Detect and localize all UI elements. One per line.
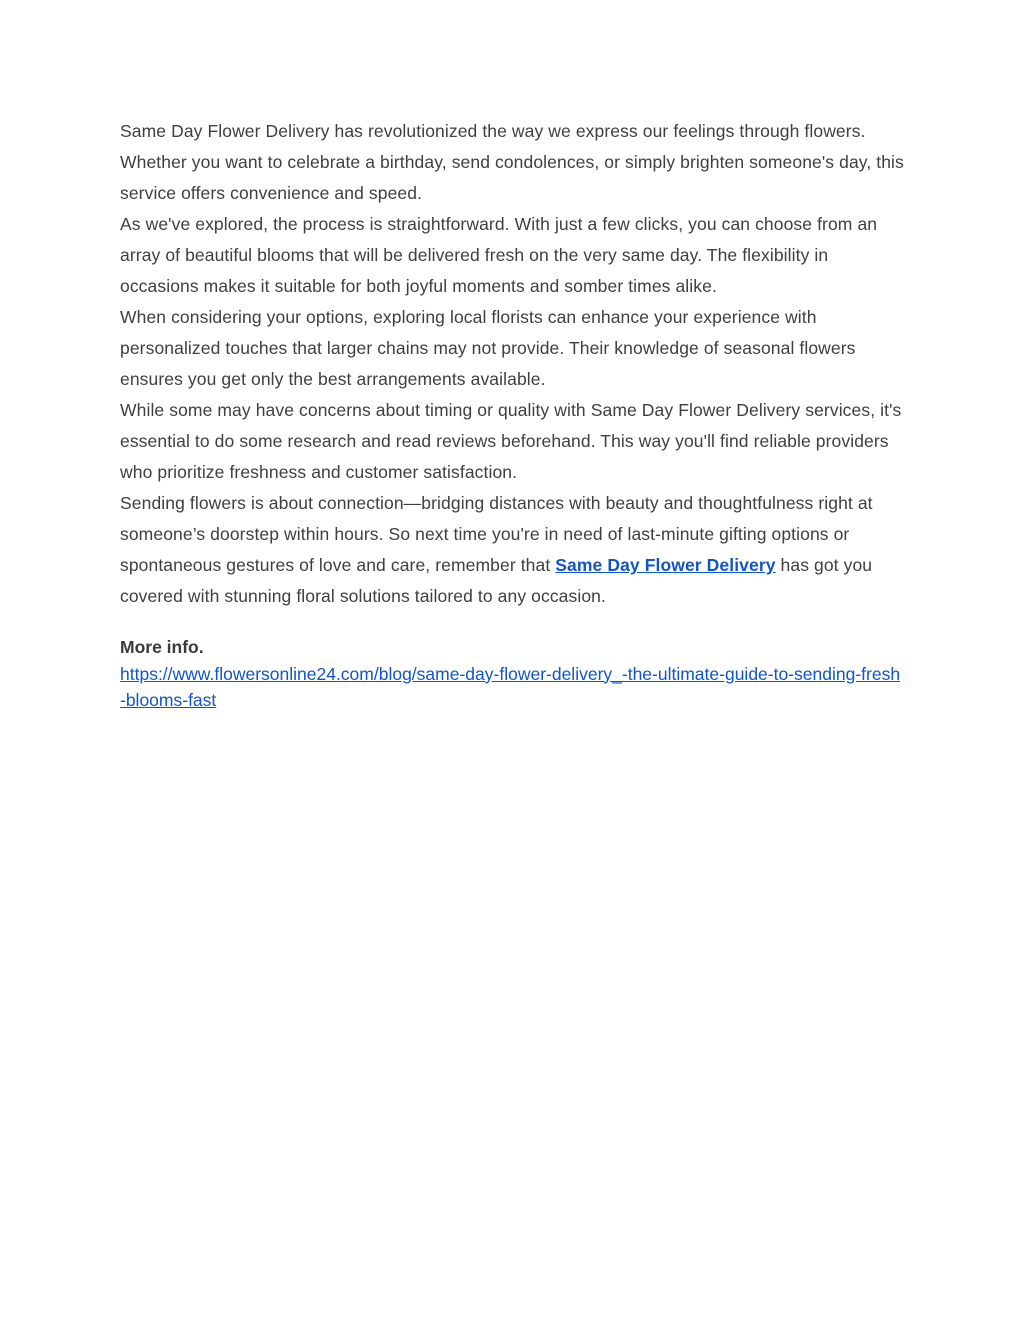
body-paragraph-closing bbox=[120, 488, 904, 612]
same-day-flower-delivery-link[interactable]: Same Day Flower Delivery bbox=[555, 555, 776, 575]
more-info-url-link[interactable]: https://www.flowersonline24.com/blog/same-day-flower-delivery_-the-ultimate-guide-to-sending-fresh-blooms-fast bbox=[120, 663, 901, 710]
more-info-heading: More info. bbox=[120, 637, 204, 657]
closing-text-before: Sending flowers is about connection—bridging distances with beauty and thoughtfulness right at someone’s doorstep within hours. So next time you're in need of last-minute gifting options or spontaneous gestures of love and care, remember that bbox=[120, 493, 873, 575]
body-paragraph-3: When considering your options, exploring local florists can enhance your experience with personalized touches that larger chains may not provide. Their knowledge of seasonal flowers ensures you get only the best arrangements available. bbox=[120, 307, 856, 389]
body-paragraph-2: As we've explored, the process is straightforward. With just a few clicks, you can choose from an array of beautiful blooms that will be delivered fresh on the very same day. The flexibility in occasions makes it suitable for both joyful moments and somber times alike. bbox=[120, 214, 878, 296]
more-info-section bbox=[120, 634, 904, 714]
closing-text-after: has got you covered with stunning floral solutions tailored to any occasion. bbox=[120, 555, 873, 606]
body-paragraph-4: While some may have concerns about timing or quality with Same Day Flower Delivery services, it's essential to do some research and read reviews beforehand. This way you'll find reliable providers who prioritize freshness and customer satisfaction. bbox=[120, 400, 902, 482]
document-page bbox=[120, 116, 904, 714]
body-paragraph-1: Same Day Flower Delivery has revolutionized the way we express our feelings through flowers. Whether you want to celebrate a birthday, send condolences, or simply brighten someone's day, this service offers convenience and speed. bbox=[120, 121, 904, 203]
